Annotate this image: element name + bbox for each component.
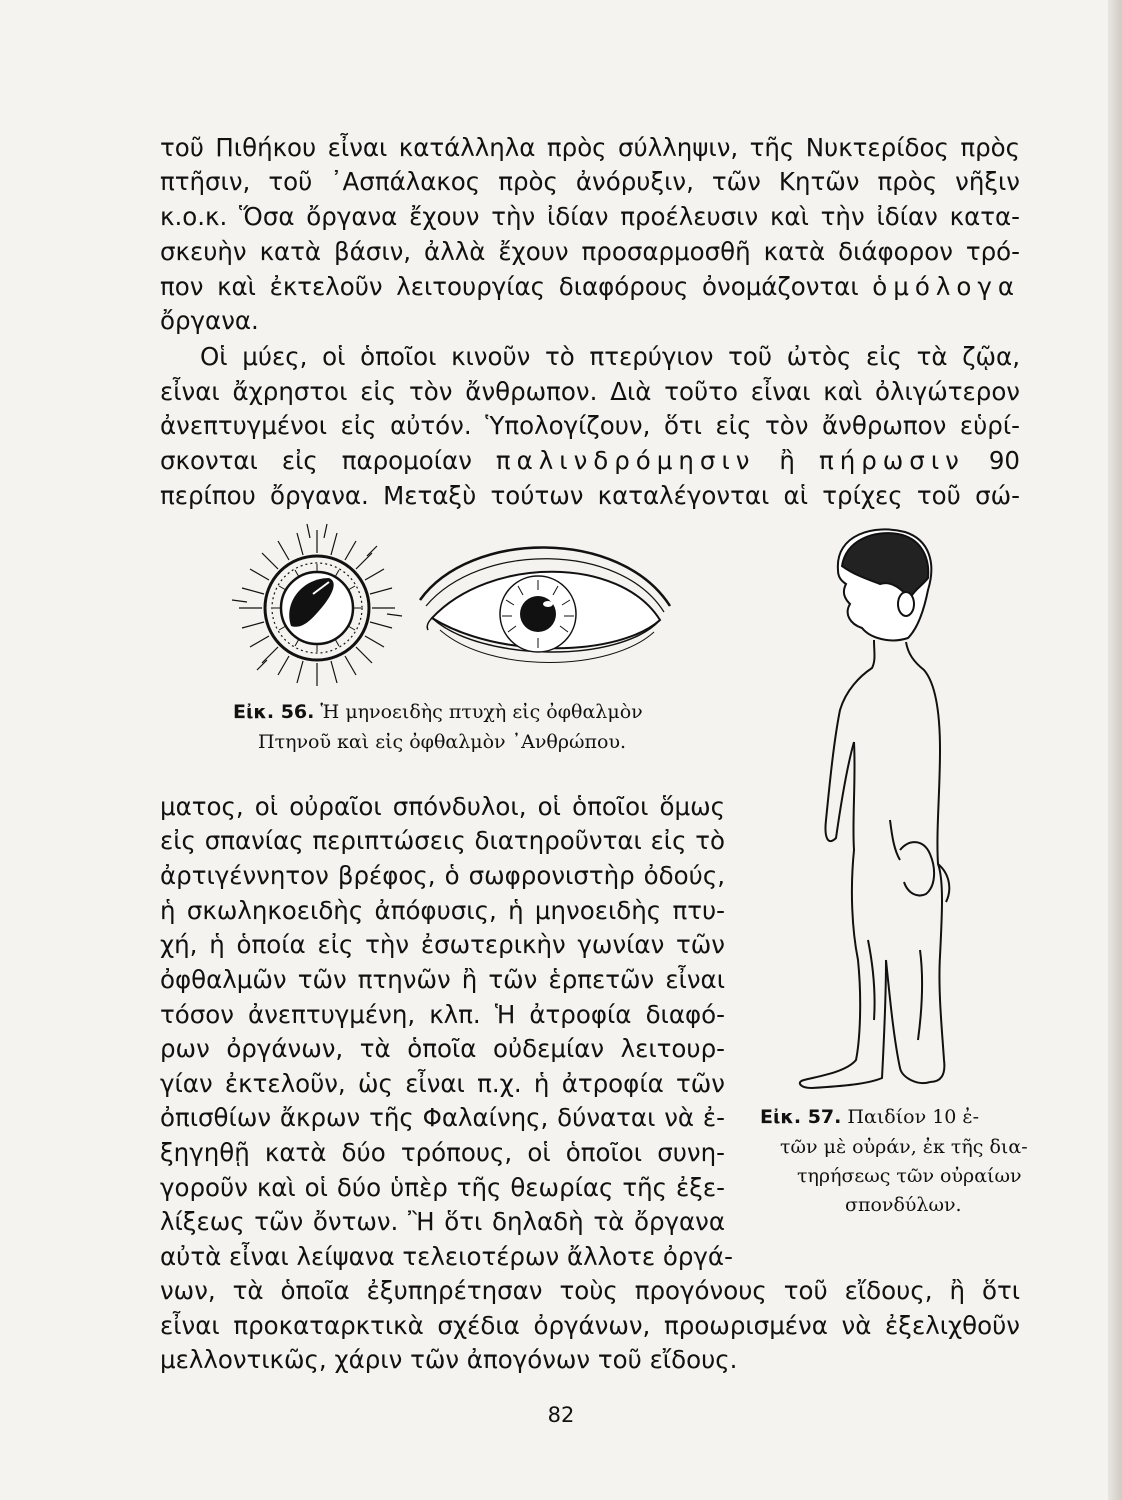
text-span: Παιδίον 10 ἐ- (847, 1106, 980, 1128)
emphasized-term: παλινδρόμησιν (495, 446, 756, 475)
text-span: ἢ (779, 446, 795, 475)
text-line: γίαν ἐκτελοῦν, ὡς εἶναι π.χ. ἡ ἀτροφία τῶν (160, 1069, 725, 1098)
text-line: σκευὴν κατὰ βάσιν, ἀλλὰ ἔχουν προσαρμοσθῆ κατὰ διάφορον τρό- (160, 237, 1020, 266)
text-line: λίξεως τῶν ὄντων. Ἢ ὅτι δηλαδὴ τὰ ὄργανα (160, 1207, 725, 1236)
text-span: 90 (988, 446, 1020, 475)
text-line: εἶναι ἄχρηστοι εἰς τὸν ἄνθρωπον. Διὰ τοῦτο εἶναι καὶ ὀλιγώτερον (160, 377, 1020, 406)
text-line: εἶναι προκαταρκτικὰ σχέδια ὀργάνων, προωρισμένα νὰ ἐξελιχθοῦν (160, 1311, 1020, 1340)
bird-eye-drawing (232, 524, 402, 686)
text-span: σκονται εἰς παρομοίαν (160, 446, 472, 475)
text-line: ἀρτιγέννητον βρέφος, ὁ σωφρονιστὴρ ὀδούς, (160, 861, 725, 890)
text-line: ὄργανα. (160, 306, 259, 335)
text-line: ὀφθαλμῶν τῶν πτηνῶν ἢ τῶν ἑρπετῶν εἶναι (160, 965, 725, 994)
figure-57-label: Εἰκ. 57. (760, 1106, 842, 1128)
figure-57-caption-line2: τῶν μὲ οὐράν, ἐκ τῆς δια- (780, 1136, 1028, 1158)
child-figure-illustration (790, 520, 990, 1100)
figure-57-caption-line3: τηρήσεως τῶν οὐραίων (797, 1165, 1022, 1187)
text-line: ἀνεπτυγμένοι εἰς αὐτόν. Ὑπολογίζουν, ὅτι εἰς τὸν ἄνθρωπον εὑρί- (160, 411, 1020, 440)
text-span: πον καὶ ἐκτελοῦν λειτουργίας διαφόρους ὀνομάζονται (160, 272, 859, 301)
emphasized-term: ὁμόλογα (872, 272, 1020, 301)
text-line: ρων ὀργάνων, τὰ ὁποῖα οὐδεμίαν λειτουρ- (160, 1034, 725, 1063)
emphasized-term: πήρωσιν (818, 446, 965, 475)
text-line: ματος, οἱ οὐραῖοι σπόνδυλοι, οἱ ὁποῖοι ὅμως (160, 792, 725, 821)
text-line: περίπου ὄργανα. Μεταξὺ τούτων καταλέγονται αἱ τρίχες τοῦ σώ- (160, 481, 1020, 510)
figure-57-caption-line1 (760, 1103, 979, 1131)
text-line: εἰς σπανίας περιπτώσεις διατηροῦνται εἰς τὸ (160, 826, 725, 855)
page-edge-shadow (1108, 0, 1122, 1500)
text-line-palindromisi (160, 444, 1020, 478)
text-line: νων, τὰ ὁποῖα ἐξυπηρέτησαν τοὺς προγόνους τοῦ εἴδους, ἢ ὅτι (160, 1276, 1020, 1305)
figure-56-caption-line2: Πτηνοῦ καὶ εἰς ὀφθαλμὸν ᾿Ανθρώπου. (258, 731, 627, 753)
text-line: τόσον ἀνεπτυγμένη, κλπ. Ἡ ἀτροφία διαφό- (160, 1000, 725, 1029)
figure-56-caption-line1 (233, 698, 643, 726)
text-line: γοροῦν καὶ οἱ δύο ὑπὲρ τῆς θεωρίας τῆς ἐξε- (160, 1173, 725, 1202)
text-line: ὀπισθίων ἄκρων τῆς Φαλαίνης, δύναται νὰ ἐ- (160, 1103, 725, 1132)
text-line: ξηγηθῇ κατὰ δύο τρόπους, οἱ ὁποῖοι συνη- (160, 1138, 725, 1167)
text-line: Οἱ μύες, οἱ ὁποῖοι κινοῦν τὸ πτερύγιον τοῦ ὠτὸς εἰς τὰ ζῷα, (200, 342, 1020, 371)
text-line: αὐτὰ εἶναι λείψανα τελειοτέρων ἄλλοτε ὀργά- (160, 1242, 733, 1271)
figure-56-label: Εἰκ. 56. (233, 701, 315, 723)
text-line: ἡ σκωληκοειδὴς ἀπόφυσις, ἡ μηνοειδὴς πτυ- (160, 896, 725, 925)
human-eye-drawing (420, 547, 670, 662)
text-line: χή, ἡ ὁποία εἰς τὴν ἐσωτερικὴν γωνίαν τῶν (160, 930, 725, 959)
page-number: 82 (547, 1403, 575, 1427)
eye-illustration (232, 520, 672, 690)
text-line: κ.ο.κ. Ὅσα ὄργανα ἔχουν τὴν ἰδίαν προέλευσιν καὶ τὴν ἰδίαν κατα- (160, 202, 1020, 231)
text-line: μελλοντικῶς, χάριν τῶν ἀπογόνων τοῦ εἴδους. (160, 1345, 738, 1374)
figure-57-caption-line4: σπονδύλων. (845, 1194, 962, 1216)
text-line: πτῆσιν, τοῦ ᾿Ασπάλακος πρὸς ἀνόρυξιν, τῶν Κητῶν πρὸς νῆξιν (160, 167, 1020, 196)
text-line-omologa (160, 270, 1020, 304)
text-span: Ἡ μηνοειδὴς πτυχὴ εἰς ὀφθαλμὸν (320, 701, 643, 723)
text-line: τοῦ Πιθήκου εἶναι κατάλληλα πρὸς σύλληψιν, τῆς Νυκτερίδος πρὸς (160, 133, 1020, 162)
